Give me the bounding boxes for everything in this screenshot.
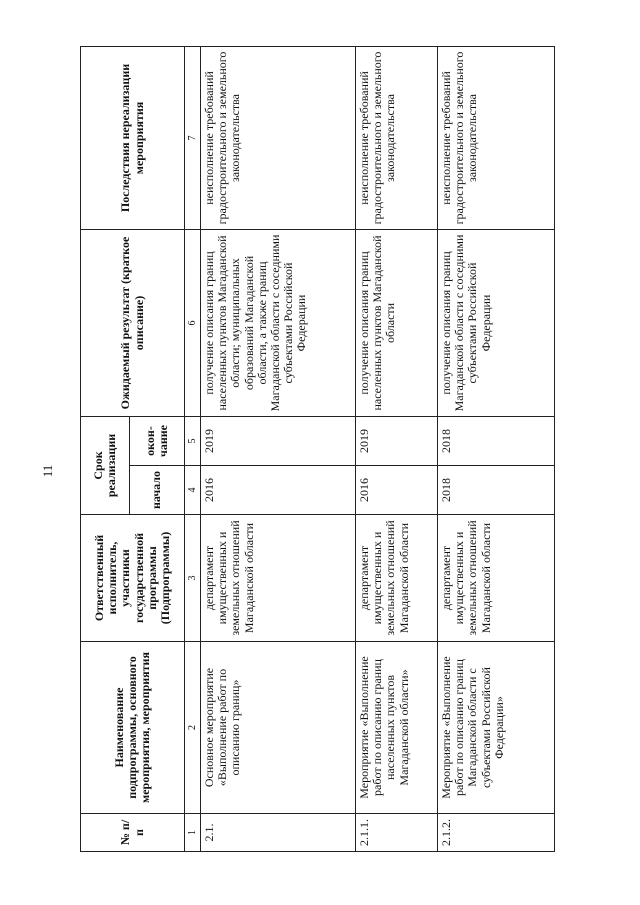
column-number: 1	[185, 814, 201, 852]
header-start: начало	[130, 466, 185, 515]
header-num: № п/п	[81, 814, 185, 852]
header-period: Срок реализации	[81, 416, 130, 514]
measures-table	[80, 46, 555, 852]
row-num: 2.1.2.	[438, 814, 555, 852]
row-num: 2.1.	[201, 814, 356, 852]
header-result: Ожидаемый результат (краткое описание)	[81, 229, 185, 416]
header-row	[81, 46, 130, 851]
row-end: 2018	[438, 416, 555, 465]
page-number: 11	[40, 464, 55, 478]
column-number: 7	[185, 46, 201, 229]
row-name: Мероприятие «Выполнение работ по описанию границ населенных пунктов Магаданской области»	[356, 642, 438, 814]
table-row	[438, 46, 555, 851]
table-row	[201, 46, 356, 851]
row-result: получение описания границ Магаданской области с соседними субъектами Российской Федерации	[438, 229, 555, 416]
row-executor: департамент имущественных и земельных отношений Магаданской области	[356, 515, 438, 642]
row-num: 2.1.1.	[356, 814, 438, 852]
header-name: Наименование подпрограммы, основного мероприятия, мероприятия	[81, 642, 185, 814]
row-consequence: неисполнение требований градостроительного и земельного законодательства	[438, 46, 555, 229]
row-start: 2018	[438, 466, 555, 515]
row-executor: департамент имущественных и земельных отношений Магаданской области	[438, 515, 555, 642]
row-start: 2016	[356, 466, 438, 515]
row-result: получение описания границ населенных пунктов Магаданской области; муниципальных образований Магаданской области, а также границ Магаданской области с соседними субъектами Российской Федерации	[201, 229, 356, 416]
row-end: 2019	[356, 416, 438, 465]
rotated-table-wrapper	[80, 47, 555, 852]
row-name: Мероприятие «Выполнение работ по описанию границ Магаданской области с субъектами Российской Федерации»	[438, 642, 555, 814]
column-number-row	[185, 46, 201, 851]
table-row	[356, 46, 438, 851]
header-end: окон-чание	[130, 416, 185, 465]
header-executor: Ответственный исполнитель, участники государственной программы (Подпрограммы)	[81, 515, 185, 642]
column-number: 4	[185, 466, 201, 515]
row-consequence: неисполнение требований градостроительного и земельного законодательства	[201, 46, 356, 229]
row-start: 2016	[201, 466, 356, 515]
column-number: 2	[185, 642, 201, 814]
row-executor: департамент имущественных и земельных отношений Магаданской области	[201, 515, 356, 642]
column-number: 5	[185, 416, 201, 465]
row-end: 2019	[201, 416, 356, 465]
row-name: Основное мероприятие «Выполнение работ по описанию границ»	[201, 642, 356, 814]
header-consequence: Последствия нереализации мероприятия	[81, 46, 185, 229]
column-number: 6	[185, 229, 201, 416]
row-consequence: неисполнение требований градостроительного и земельного законодательства	[356, 46, 438, 229]
column-number: 3	[185, 515, 201, 642]
row-result: получение описания границ населенных пунктов Магаданской области	[356, 229, 438, 416]
